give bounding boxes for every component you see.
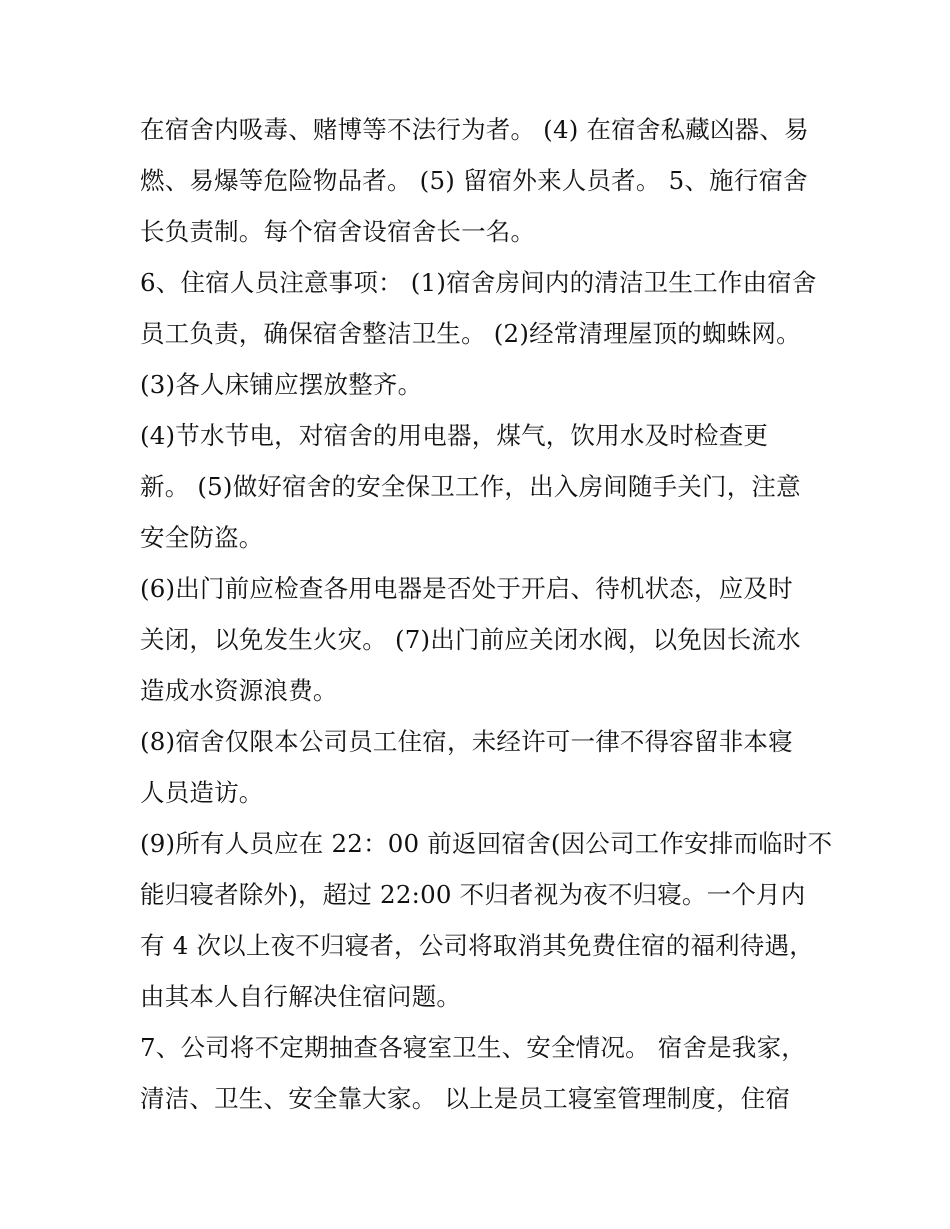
text-line: 清洁、卫生、安全靠大家。 以上是员工寝室管理制度，住宿 <box>140 1084 791 1113</box>
text-line: (3)各人床铺应摆放整齐。 <box>140 370 423 399</box>
text-line: 7、公司将不定期抽查各寝室卫生、安全情况。 宿舍是我家， <box>140 1033 806 1062</box>
text-line: 6、住宿人员注意事项： (1)宿舍房间内的清洁卫生工作由宿舍 <box>140 268 817 297</box>
text-line: 关闭，以免发生火灾。 (7)出门前应关闭水阀，以免因长流水 <box>140 625 801 654</box>
document-body <box>140 104 833 1124</box>
text-line: (8)宿舍仅限本公司员工住宿，未经许可一律不得容留非本寝 <box>140 727 793 756</box>
text-line: 新。 (5)做好宿舍的安全保卫工作，出入房间随手关门，注意 <box>140 472 801 501</box>
text-line: (6)出门前应检查各用电器是否处于开启、待机状态，应及时 <box>140 574 793 603</box>
text-line: (9)所有人员应在 22：00 前返回宿舍(因公司工作安排而临时不 <box>140 829 833 858</box>
text-line: 长负责制。每个宿舍设宿舍长一名。 <box>140 217 536 246</box>
text-line: 燃、易爆等危险物品者。 (5) 留宿外来人员者。 5、施行宿舍 <box>140 166 808 195</box>
text-line: 有 4 次以上夜不归寝者，公司将取消其免费住宿的福利待遇， <box>140 931 814 960</box>
text-line: 造成水资源浪费。 <box>140 676 338 705</box>
text-line: 由其本人自行解决住宿问题。 <box>140 982 462 1011</box>
text-line: 人员造访。 <box>140 778 264 807</box>
text-line: (4)节水节电，对宿舍的用电器，煤气，饮用水及时检查更 <box>140 421 769 450</box>
text-line: 在宿舍内吸毒、赌博等不法行为者。 (4) 在宿舍私藏凶器、易 <box>140 115 809 144</box>
text-line: 员工负责，确保宿舍整洁卫生。 (2)经常清理屋顶的蜘蛛网。 <box>140 319 801 348</box>
text-line: 安全防盗。 <box>140 523 264 552</box>
text-line: 能归寝者除外)，超过 22:00 不归者视为夜不归寝。一个月内 <box>140 880 806 909</box>
